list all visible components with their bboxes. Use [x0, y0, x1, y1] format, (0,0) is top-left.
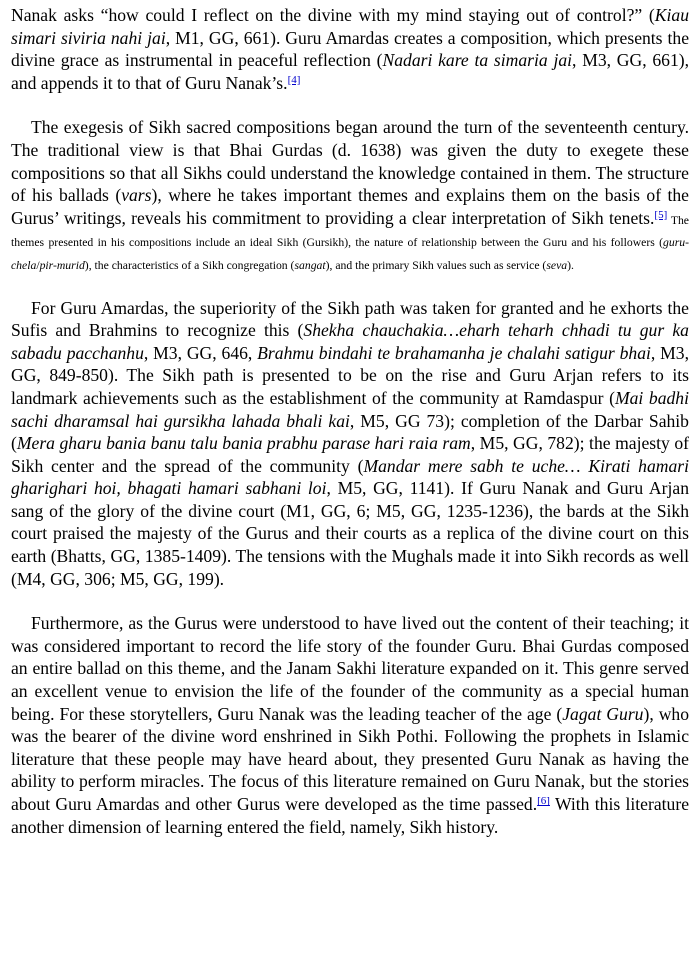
- text-run: , M3, GG, 646,: [143, 342, 258, 363]
- text-run: ), the characteristics of a Sikh congregation (: [84, 258, 295, 272]
- italic-text: Mai badhi sachi dharamsal hai gursikha lahada bhali kai: [11, 387, 689, 431]
- text-run: Furthermore, as the Gurus were understood to have lived out the content of their teaching; it was considered important to record the life story of the founder Guru. Bhai Gurdas composed an entire ballad on this theme, and the Janam Sakhi literature expanded on it. This genre served an excellent venue to envision the life of the founder of the community as a special human being. For these storytellers, Guru Nanak was the leading teacher of the age (: [11, 613, 689, 724]
- footnote-ref[interactable]: [654, 209, 667, 221]
- italic-text: sangat: [294, 258, 326, 272]
- italic-text: Mera gharu bania banu talu bania prabhu parase hari raia ram: [16, 433, 471, 454]
- text-run: The themes presented in his compositions include an ideal Sikh (Gursikh), the nature of relationship between the Guru and his followers (: [11, 213, 689, 250]
- text-run: ), and the primary Sikh values such as service (: [325, 258, 547, 272]
- text-run: , M5, GG, 782); the majesty of Sikh center and the spread of the community (: [11, 433, 689, 476]
- italic-text: pir-murid: [39, 258, 85, 272]
- text-run: For Guru Amardas, the superiority of the Sikh path was taken for granted and he exhorts the Sufis and Brahmins to recognize this (: [11, 297, 689, 341]
- italic-text: Nadari kare ta simaria jai: [382, 50, 573, 71]
- text-run: , M5, GG 73); completion of the Darbar Sahib (: [11, 410, 689, 454]
- text-run: , M1, GG, 661). Guru Amardas creates a composition, which presents the divine grace as instrumental in peaceful reflection (: [11, 27, 689, 71]
- footnote-link[interactable]: [5]: [654, 208, 668, 221]
- italic-text: Mandar mere sabh te uche… Kirati hamari gharighari hoi, bhagati hamari sabhani loi: [11, 455, 690, 499]
- text-run: ), who was the bearer of the divine word enshrined in Sikh Pothi. Following the prophets in Islamic literature that these people may have heard about, they presented Guru Nanak as having the ability to perform miracles. The focus of this literature remained on Guru Nanak, but the stories about Guru Amardas and other Gurus were developed as the time passed.: [11, 703, 690, 814]
- paragraph: [11, 612, 689, 838]
- footnote-ref[interactable]: [537, 795, 550, 807]
- italic-text: Brahmu bindahi te brahamanha je chalahi satigur bhai: [257, 342, 651, 363]
- text-run: , M5, GG, 1141). If Guru Nanak and Guru Arjan sang of the glory of the divine court (M1, GG, 6; M5, GG, 1235-1236), the bards at the Sikh court praised the majesty of the Gurus and their courts as a replica of the divine court on this earth (Bhatts, GG, 1385-1409). The tensions with the Mughals made it into Sikh records as well (M4, GG, 306; M5, GG, 199).: [11, 478, 689, 589]
- footnote-link[interactable]: [4]: [287, 73, 301, 86]
- italic-text: Shekha chauchakia…eharh teharh chhadi tu gur ka sabadu pacchanhu: [11, 320, 689, 363]
- text-run: Nanak asks “how could I reflect on the divine with my mind staying out of control?” (: [11, 5, 655, 25]
- italic-text: Kiau simari siviria nahi jai: [11, 5, 689, 48]
- text-run: With this literature another dimension of learning entered the field, namely, Sikh history.: [11, 794, 689, 837]
- text-run: /: [36, 258, 40, 272]
- footnote-link[interactable]: [6]: [537, 795, 550, 807]
- text-run: The exegesis of Sikh sacred compositions began around the turn of the seventeenth century. The traditional view is that Bhai Gurdas (d. 1638) was given the duty to exegete these compositions so that all Sikhs could understand the knowledge contained in them. The structure of his ballads (: [11, 117, 689, 206]
- text-run: ), where he takes important themes and explains them on the basis of the Gurus’ writings, reveals his commitment to providing a clear interpretation of Sikh tenets.: [11, 185, 689, 228]
- italic-text: Jagat Guru: [562, 703, 644, 724]
- text-run: , M3, GG, 661), and appends it to that of Guru Nanak’s.: [11, 50, 689, 93]
- italic-text: seva: [546, 258, 568, 272]
- italic-text: guru-chela: [11, 236, 689, 272]
- footnote-ref[interactable]: [288, 74, 301, 86]
- paragraph: [11, 4, 689, 94]
- text-run: ).: [567, 258, 574, 272]
- paragraph: [11, 116, 689, 274]
- paragraph: [11, 297, 689, 591]
- italic-text: vars: [121, 185, 152, 206]
- text-run: , M3, GG, 849-850). The Sikh path is presented to be on the rise and Guru Arjan refers to its landmark achievements such as the establishment of the community at Ramdaspur (: [11, 342, 689, 408]
